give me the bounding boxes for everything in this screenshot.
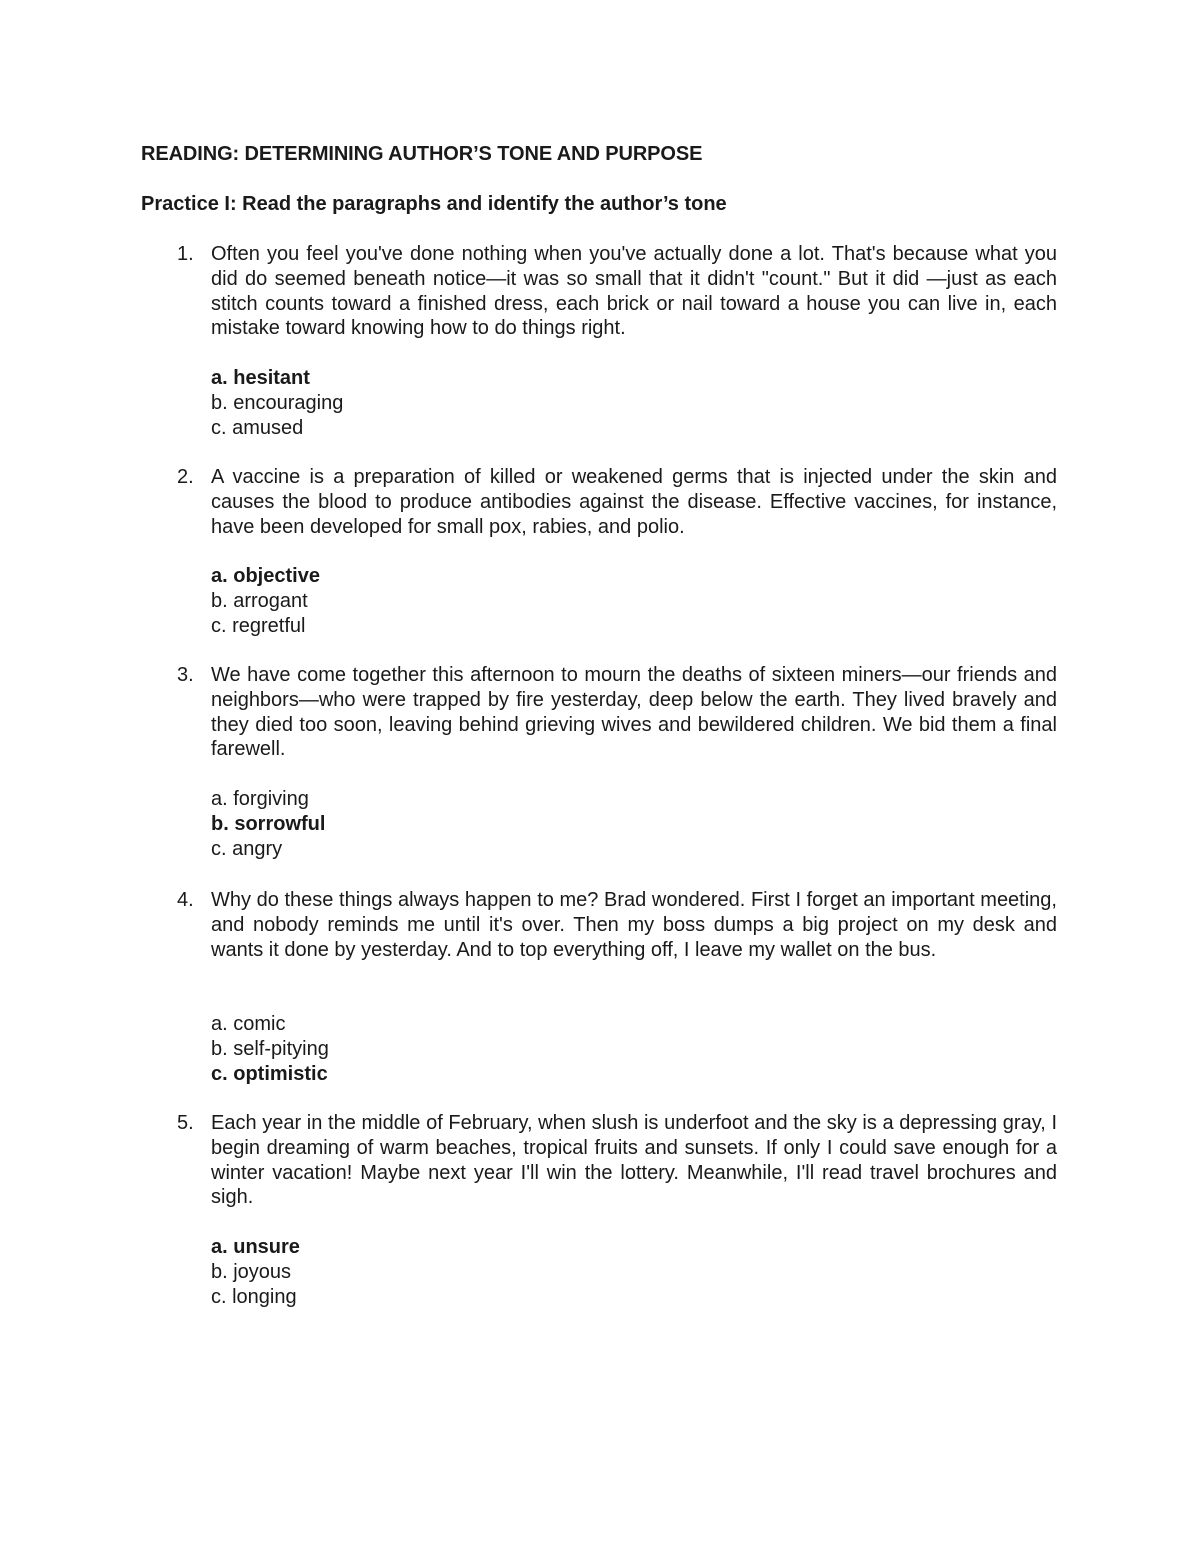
option-c: c. optimistic	[211, 1063, 328, 1085]
answer-options	[211, 564, 611, 639]
answer-options	[211, 366, 611, 441]
option-b: b. encouraging	[211, 392, 344, 414]
option-c: c. angry	[211, 838, 283, 860]
question-number: 1.	[177, 243, 194, 265]
option-b: b. joyous	[211, 1261, 292, 1283]
option-b: b. self-pitying	[211, 1038, 329, 1060]
option-a: a. objective	[211, 565, 320, 587]
question-number: 3.	[177, 664, 194, 686]
question-paragraph: Why do these things always happen to me? Brad wondered. First I forget an important meeting, and nobody reminds me until it's over. Then my boss dumps a big project on my desk and wants it done by yesterday. And to top everything off, I leave my wallet on the bus.	[211, 889, 1057, 961]
option-b: b. arrogant	[211, 590, 308, 612]
option-a: a. unsure	[211, 1236, 300, 1258]
option-c: c. amused	[211, 417, 304, 439]
question-number: 2.	[177, 466, 194, 488]
question-paragraph: Each year in the middle of February, when slush is underfoot and the sky is a depressing gray, I begin dreaming of warm beaches, tropical fruits and sunsets. If only I could save enough for a winter vacation! Maybe next year I'll win the lottery. Meanwhile, I'll read travel brochures and sigh.	[211, 1112, 1057, 1209]
practice-heading: Practice I: Read the paragraphs and identify the author’s tone	[141, 193, 727, 215]
option-c: c. longing	[211, 1286, 297, 1308]
option-a: a. forgiving	[211, 788, 309, 810]
question-paragraph: Often you feel you've done nothing when you've actually done a lot. That's because what you did do seemed beneath notice—it was so small that it didn't "count." But it did —just as each stitch counts toward a finished dress, each brick or nail toward a house you can live in, each mistake toward knowing how to do things right.	[211, 243, 1057, 340]
answer-options	[211, 787, 611, 862]
question-number: 4.	[177, 889, 194, 911]
answer-options	[211, 1235, 611, 1310]
document-title: READING: DETERMINING AUTHOR’S TONE AND PURPOSE	[141, 143, 703, 165]
question-paragraph: We have come together this afternoon to mourn the deaths of sixteen miners—our friends and neighbors—who were trapped by fire yesterday, deep below the earth. They lived bravely and they died too soon, leaving behind grieving wives and bewildered children. We bid them a final farewell.	[211, 664, 1057, 761]
option-a: a. hesitant	[211, 367, 310, 389]
question-number: 5.	[177, 1112, 194, 1134]
option-a: a. comic	[211, 1013, 286, 1035]
question-paragraph: A vaccine is a preparation of killed or weakened germs that is injected under the skin and causes the blood to produce antibodies against the disease. Effective vaccines, for instance, have been developed for small pox, rabies, and polio.	[211, 466, 1057, 538]
answer-options	[211, 1012, 611, 1087]
option-b: b. sorrowful	[211, 813, 326, 835]
option-c: c. regretful	[211, 615, 306, 637]
